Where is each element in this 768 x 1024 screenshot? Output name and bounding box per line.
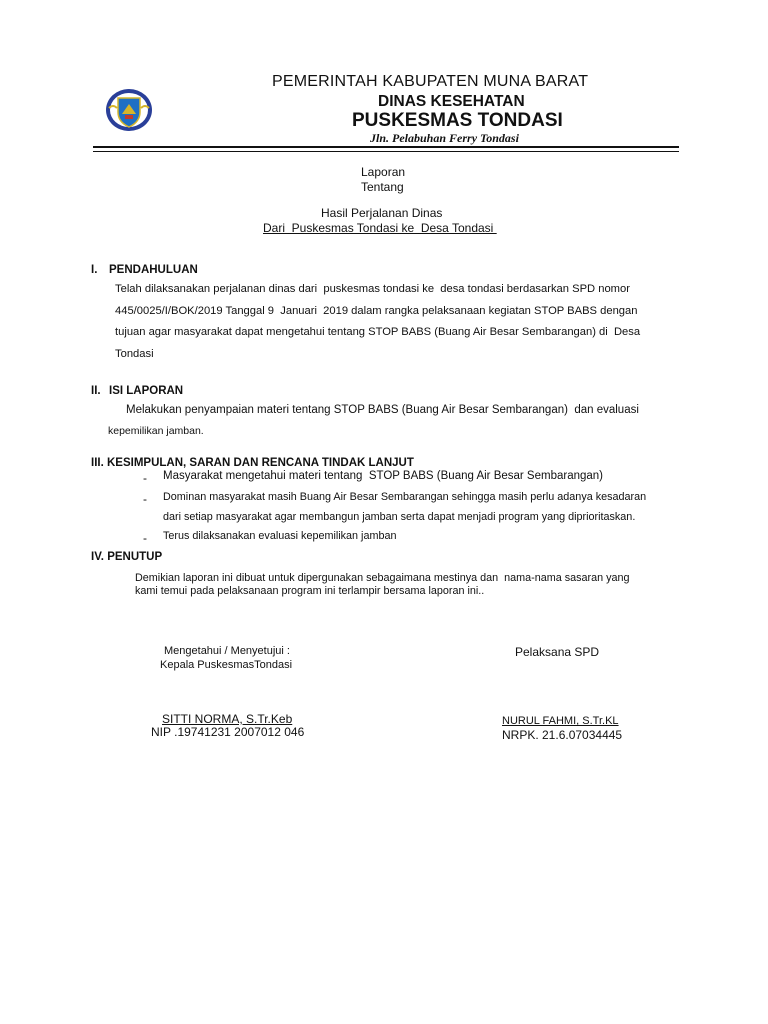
section-4-line-2: kami temui pada pelaksanaan program ini terlampir bersama laporan ini.. (135, 585, 485, 597)
section-2-line-1: Melakukan penyampaian materi tentang STOP BABS (Buang Air Besar Sembarangan) dan evaluasi (126, 404, 639, 416)
signature-right-title: Pelaksana SPD (515, 645, 600, 659)
title-tentang: Tentang (361, 180, 404, 194)
section-2-line-2: kepemilikan jamban. (108, 425, 204, 437)
signature-left-nip: NIP .19741231 2007012 046 (151, 725, 305, 739)
section-3-bullet-3: Terus dilaksanakan evaluasi kepemilikan jamban (163, 530, 397, 542)
section-4-line-1: Demikian laporan ini dibuat untuk dipergunakan sebagaimana mestinya dan nama-nama sasaran yang (135, 572, 630, 584)
title-laporan: Laporan (361, 165, 406, 179)
bullet-dash-1: - (143, 471, 147, 485)
header-address: Jln. Pelabuhan Ferry Tondasi (370, 131, 519, 145)
section-1-line-3: tujuan agar masyarakat dapat mengetahui tentang STOP BABS (Buang Air Besar Sembarangan) di Desa (115, 326, 641, 338)
header-institution: PUSKESMAS TONDASI (352, 110, 563, 131)
header-department: DINAS KESEHATAN (378, 93, 525, 110)
signature-left-name: SITTI NORMA, S.Tr.Keb (162, 712, 293, 726)
section-2-number: II. (91, 385, 101, 397)
section-1-line-2: 445/0025/I/BOK/2019 Tanggal 9 Januari 2019 dalam rangka pelaksanaan kegiatan STOP BABS dengan (115, 305, 638, 317)
header-government: PEMERINTAH KABUPATEN MUNA BARAT (272, 73, 589, 90)
regency-emblem-icon (105, 88, 153, 132)
section-3-bullet-2-cont: dari setiap masyarakat agar membangun jamban serta dapat menjadi program yang diprioritaskan. (163, 511, 636, 523)
bullet-dash-3: - (143, 531, 147, 545)
title-subject: Hasil Perjalanan Dinas (321, 206, 443, 220)
section-1-line-1: Telah dilaksanakan perjalanan dinas dari puskesmas tondasi ke desa tondasi berdasarkan SPD nomor (115, 283, 630, 295)
header-rule (93, 146, 679, 148)
section-4-heading: IV. PENUTUP (91, 551, 163, 563)
section-1-heading: PENDAHULUAN (109, 264, 198, 276)
signature-left-title: Kepala PuskesmasTondasi (160, 659, 293, 671)
section-1-number: I. (91, 264, 98, 276)
signature-right-name: NURUL FAHMI, S.Tr.KL (502, 715, 619, 727)
section-2-heading: ISI LAPORAN (109, 385, 184, 397)
section-3-heading: III. KESIMPULAN, SARAN DAN RENCANA TINDAK LANJUT (91, 457, 414, 469)
section-3-bullet-2: Dominan masyarakat masih Buang Air Besar Sembarangan sehingga masih perlu adanya kesadaran (163, 491, 647, 503)
bullet-dash-2: - (143, 492, 147, 506)
section-1-line-4: Tondasi (115, 348, 154, 360)
header-rule-thin (93, 151, 679, 152)
signature-right-nrpk: NRPK. 21.6.07034445 (502, 728, 623, 742)
section-3-bullet-1: Masyarakat mengetahui materi tentang STOP BABS (Buang Air Besar Sembarangan) (163, 470, 604, 482)
title-route: Dari Puskesmas Tondasi ke Desa Tondasi (263, 221, 497, 235)
signature-left-approval: Mengetahui / Menyetujui : (164, 645, 290, 657)
